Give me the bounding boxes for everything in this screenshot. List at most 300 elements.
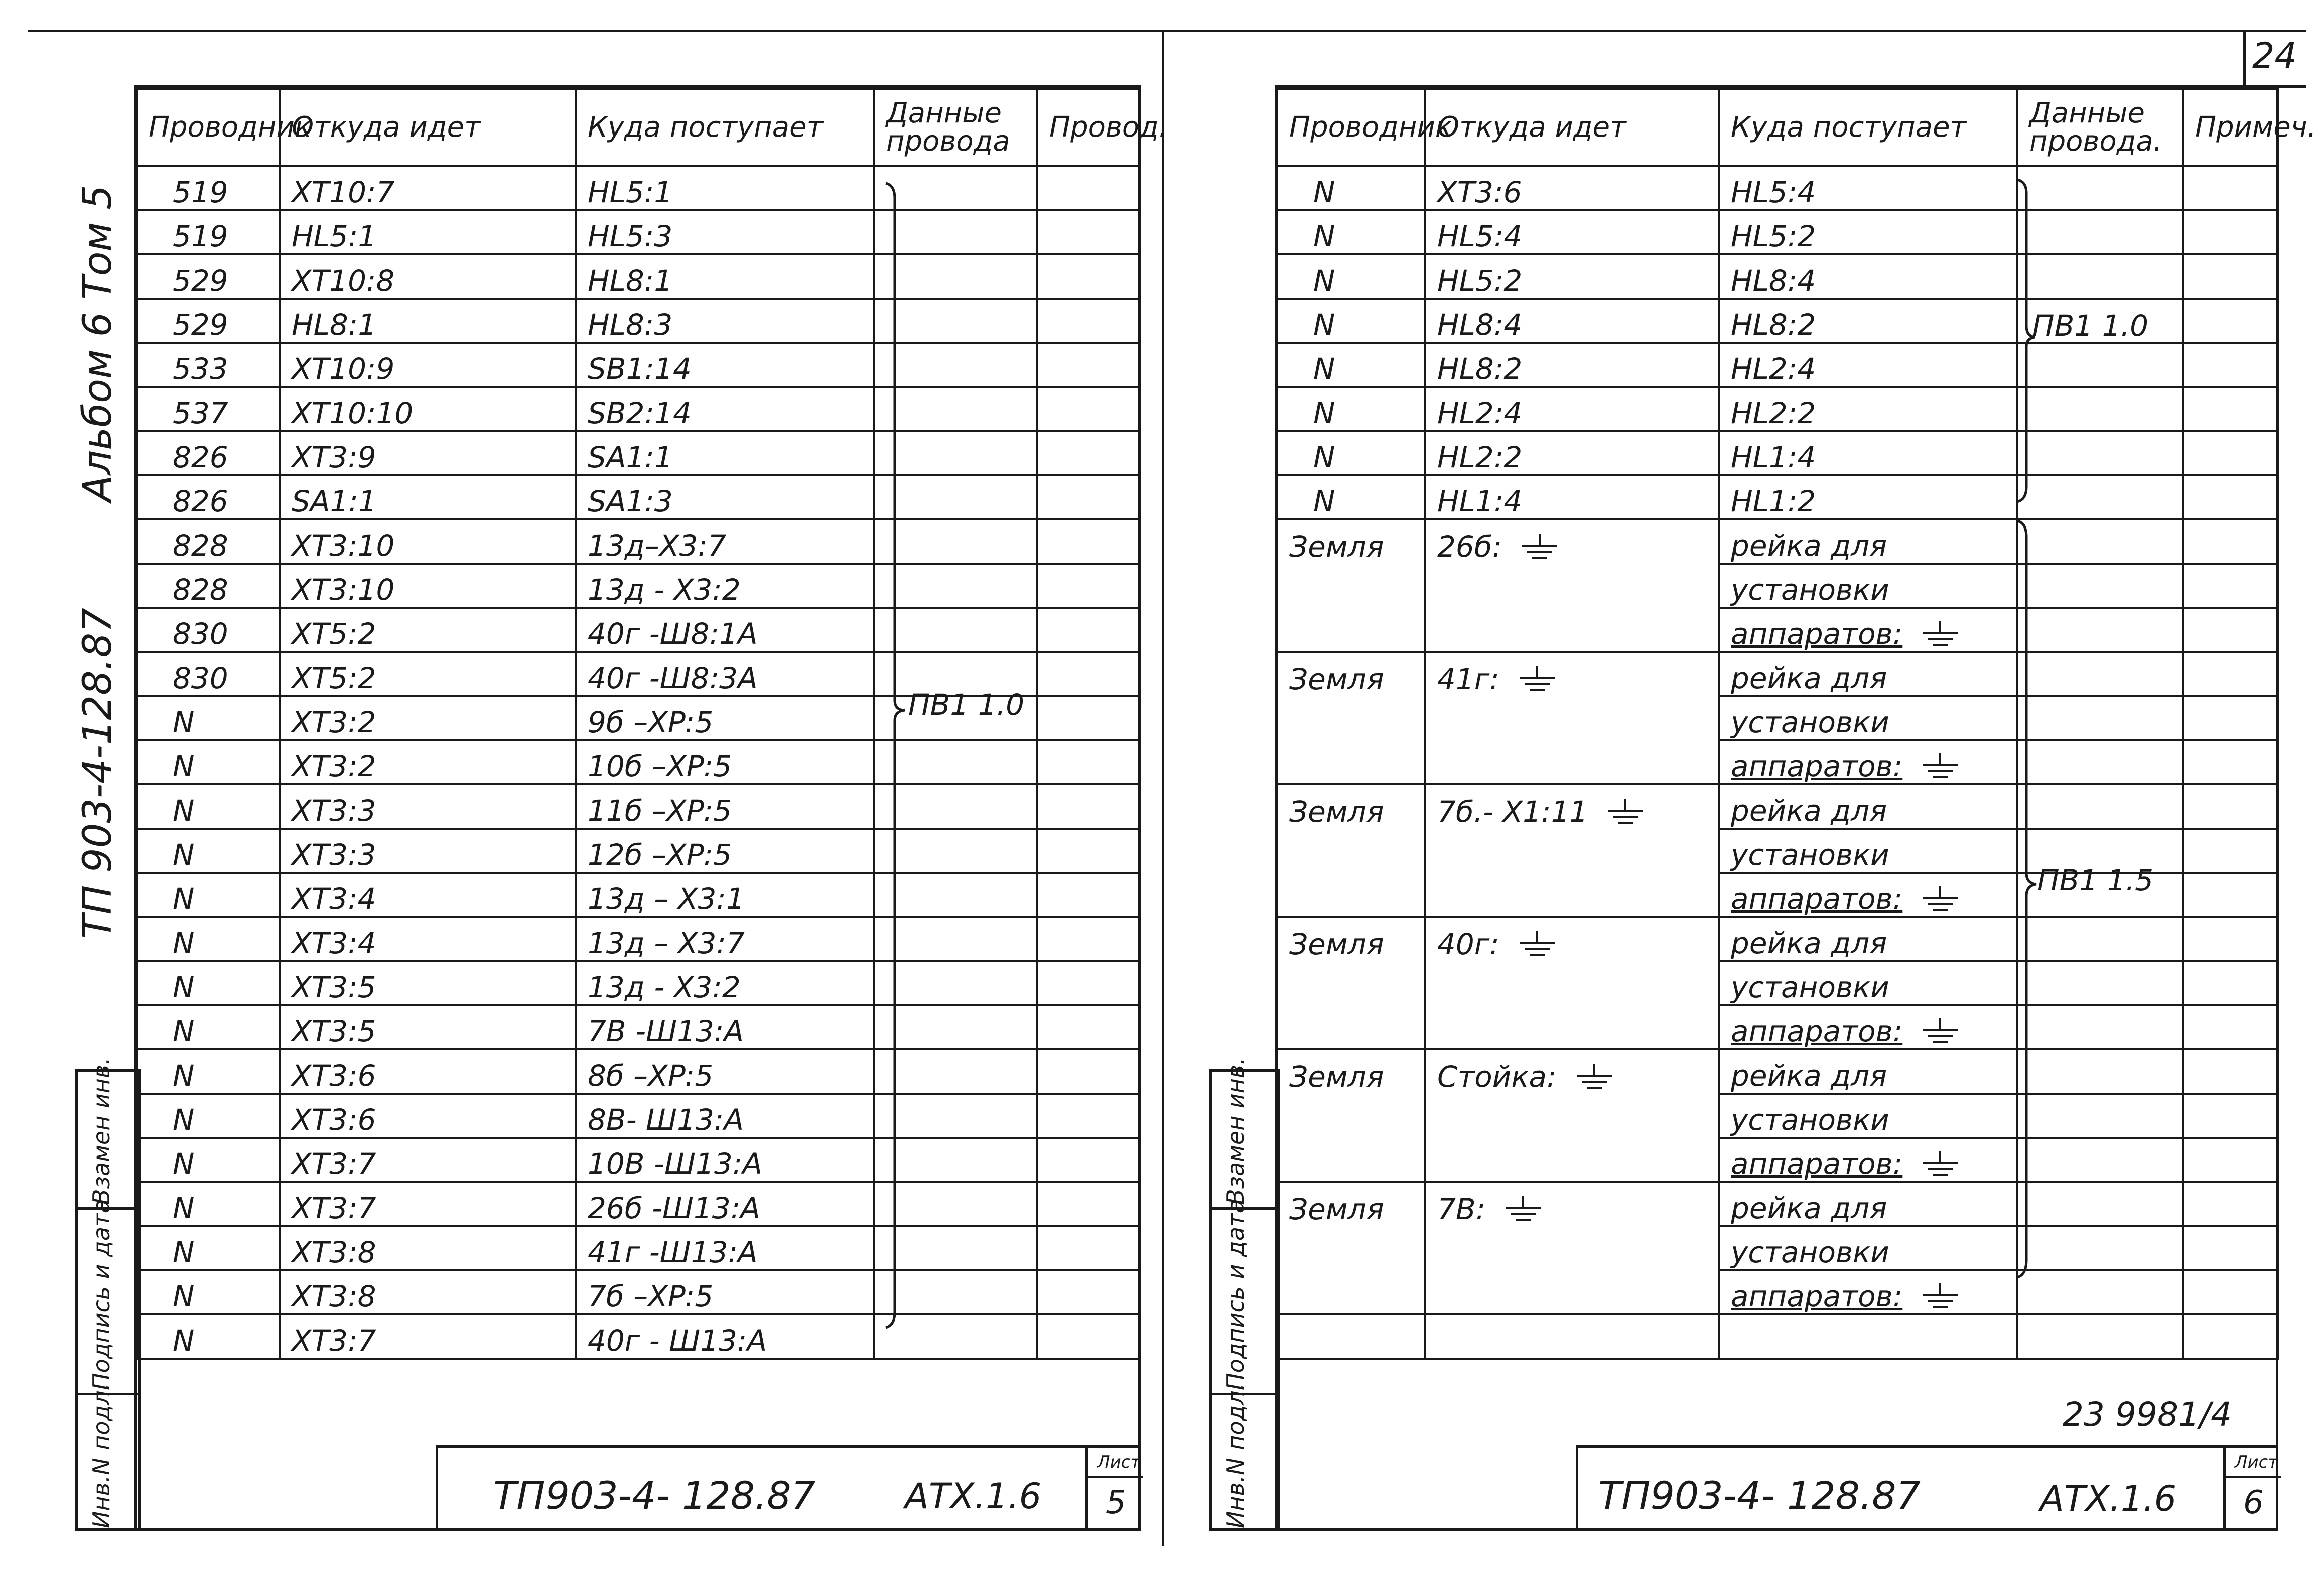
- cell-from: [1425, 608, 1719, 652]
- cell-from: [280, 696, 576, 740]
- cell-note: [2183, 564, 2278, 608]
- cell-to-text: 8б –XP:5: [588, 1059, 714, 1093]
- cell-from: [1425, 1138, 1719, 1182]
- cell-conductor: [1277, 696, 1425, 740]
- cell-conductor-text: N: [173, 1235, 195, 1269]
- header-from: Откуда идет: [1425, 89, 1719, 166]
- cell-to: [576, 475, 874, 519]
- cell-to-text: аппаратов:: [1731, 749, 1903, 783]
- table-row: [1277, 387, 2278, 431]
- table-row: [1277, 1094, 2278, 1138]
- cell-note: [2183, 1049, 2278, 1094]
- cell-from-text: XT5:2: [292, 617, 376, 651]
- right-sheet-label: Лист: [2235, 1452, 2278, 1472]
- cell-from: [280, 608, 576, 652]
- cell-conductor-text: N: [173, 1191, 195, 1225]
- cell-note: [2183, 431, 2278, 475]
- blank-cell: [2183, 1314, 2278, 1359]
- cell-from: [280, 564, 576, 608]
- cell-to: [576, 608, 874, 652]
- cell-to-text: 40г - Ш13:А: [588, 1324, 767, 1358]
- cell-conductor: [1277, 519, 1425, 564]
- cell-from: [280, 475, 576, 519]
- table-row: [136, 608, 1140, 652]
- blank-row: [1277, 1314, 2278, 1359]
- cell-from-text: XT10:10: [292, 396, 414, 430]
- cell-from: [280, 1049, 576, 1094]
- cell-wire: [1037, 652, 1140, 696]
- cell-wire: [1037, 784, 1140, 829]
- left-stamp-label-replace: Взамен инв.: [88, 1057, 115, 1205]
- cell-to: [576, 564, 874, 608]
- cell-to: [576, 431, 874, 475]
- right-wiring-table: [1276, 88, 2316, 1360]
- table-row: [1277, 210, 2278, 254]
- cell-wire: [1037, 431, 1140, 475]
- table-row: [1277, 1049, 2278, 1094]
- cell-from-text: XT3:3: [292, 794, 376, 828]
- cell-to-text: аппаратов:: [1731, 617, 1903, 651]
- cell-from: [1425, 431, 1719, 475]
- cell-wire: [1037, 299, 1140, 343]
- cell-to: [576, 1226, 874, 1270]
- cell-conductor-text: N: [1313, 308, 1335, 342]
- blank-row: [136, 1402, 1140, 1444]
- right-header-row: [1277, 89, 2278, 166]
- cell-conductor: [136, 299, 280, 343]
- cell-from: [280, 829, 576, 873]
- cell-note: [2183, 961, 2278, 1005]
- table-row: [136, 387, 1140, 431]
- cell-conductor-text: N: [173, 926, 195, 960]
- cell-conductor: [1277, 873, 1425, 917]
- cell-from: [1425, 210, 1719, 254]
- cell-conductor-text: N: [173, 838, 195, 872]
- cell-note: [2183, 696, 2278, 740]
- cell-to-text: 13д - X3:2: [588, 573, 741, 607]
- cell-conductor: [136, 343, 280, 387]
- cell-to-text: 26б -Ш13:А: [588, 1191, 760, 1225]
- left-wiring-table: [135, 88, 1168, 1444]
- header-note: Примеч.: [2183, 89, 2278, 166]
- cell-from: [1425, 475, 1719, 519]
- cell-conductor: [136, 475, 280, 519]
- cell-conductor: [136, 1094, 280, 1138]
- cell-note: [2183, 254, 2278, 299]
- cell-conductor: [1277, 917, 1425, 961]
- cell-from: [1425, 564, 1719, 608]
- cell-note: [2183, 829, 2278, 873]
- cell-from: [280, 210, 576, 254]
- cell-conductor-text: N: [173, 1147, 195, 1181]
- cell-wire: [1037, 740, 1140, 784]
- right-sheet-number: 6: [2243, 1484, 2264, 1521]
- cell-to: [576, 1270, 874, 1314]
- cell-conductor: [136, 210, 280, 254]
- cell-to: [576, 1182, 874, 1226]
- cell-from: [280, 784, 576, 829]
- cell-conductor: [136, 829, 280, 873]
- left-title-code: ТП903-4- 128.87: [493, 1473, 815, 1518]
- cell-wire: [1037, 917, 1140, 961]
- cell-to-text: SA1:1: [588, 440, 673, 474]
- cell-from: [280, 1138, 576, 1182]
- cell-from: [280, 1005, 576, 1049]
- cell-conductor: [1277, 1270, 1425, 1314]
- cell-to-text: установки: [1731, 573, 1889, 607]
- cell-to: [576, 1049, 874, 1094]
- table-row: [1277, 1270, 2278, 1314]
- right-wire-data-ground: ПВ1 1.5: [2037, 863, 2153, 897]
- cell-to-text: установки: [1731, 1103, 1889, 1137]
- cell-from: [1425, 1226, 1719, 1270]
- cell-conductor-text: Земля: [1289, 530, 1384, 564]
- cell-to: [1719, 696, 2017, 740]
- cell-from-text: XT3:7: [292, 1191, 376, 1225]
- cell-note: [2183, 1270, 2278, 1314]
- cell-from-text: 7В:: [1437, 1192, 1486, 1226]
- cell-conductor: [136, 1182, 280, 1226]
- cell-conductor-text: N: [173, 1279, 195, 1313]
- right-stamp-label-signature: Подпись и дата: [1222, 1199, 1249, 1390]
- cell-wire: [1037, 343, 1140, 387]
- cell-conductor-text: N: [1313, 396, 1335, 430]
- cell-to-text: рейка для: [1731, 1059, 1887, 1093]
- cell-conductor-text: 519: [173, 219, 228, 253]
- cell-to-text: 7б –XP:5: [588, 1279, 714, 1313]
- cell-from-text: XT3:10: [292, 529, 395, 563]
- cell-from: [280, 917, 576, 961]
- cell-from-text: XT10:9: [292, 352, 395, 386]
- cell-to-text: 13д–X3:7: [588, 529, 726, 563]
- cell-to: [1719, 519, 2017, 564]
- cell-to-text: HL2:4: [1731, 352, 1816, 386]
- ground-icon: [1515, 666, 1560, 696]
- cell-from: [280, 1270, 576, 1314]
- ground-icon: [1918, 753, 1963, 783]
- cell-to: [1719, 1226, 2017, 1270]
- cell-to: [1719, 873, 2017, 917]
- cell-wire: [1037, 1182, 1140, 1226]
- cell-conductor: [1277, 564, 1425, 608]
- cell-conductor-text: N: [173, 1014, 195, 1048]
- table-row: [136, 1182, 1140, 1226]
- cell-to-text: аппаратов:: [1731, 1014, 1903, 1048]
- blank-cell: [1277, 1314, 1425, 1359]
- cell-note: [2183, 608, 2278, 652]
- cell-conductor: [136, 961, 280, 1005]
- cell-to-text: 13д – X3:1: [588, 882, 745, 916]
- cell-to-text: 40г -Ш8:3А: [588, 661, 758, 695]
- cell-to: [1719, 343, 2017, 387]
- cell-to: [1719, 299, 2017, 343]
- cell-conductor-text: N: [173, 1324, 195, 1358]
- cell-from-text: HL5:2: [1437, 263, 1523, 298]
- cell-conductor-text: N: [173, 882, 195, 916]
- cell-conductor-text: N: [1313, 175, 1335, 209]
- cell-from-text: XT3:8: [292, 1279, 376, 1313]
- cell-to-text: HL8:2: [1731, 308, 1816, 342]
- cell-from: [280, 873, 576, 917]
- cell-conductor-text: 830: [173, 617, 228, 651]
- cell-conductor-text: 830: [173, 661, 228, 695]
- cell-conductor: [1277, 740, 1425, 784]
- cell-from: [280, 387, 576, 431]
- cell-to: [576, 1094, 874, 1138]
- cell-from-text: XT5:2: [292, 661, 376, 695]
- cell-conductor-text: N: [1313, 219, 1335, 253]
- cell-from-text: 26б:: [1437, 530, 1502, 564]
- cell-to: [576, 210, 874, 254]
- cell-conductor-text: 826: [173, 484, 228, 518]
- right-title-doc: АТХ.1.6: [2040, 1478, 2177, 1519]
- ground-icon: [1918, 886, 1963, 916]
- cell-from-text: 7б.- X1:11: [1437, 795, 1588, 829]
- cell-to-text: HL8:4: [1731, 263, 1816, 298]
- ground-icon: [1572, 1064, 1617, 1094]
- cell-from-text: XT3:4: [292, 882, 376, 916]
- cell-from: [280, 740, 576, 784]
- table-row: [136, 254, 1140, 299]
- cell-to: [576, 166, 874, 210]
- cell-to: [576, 299, 874, 343]
- table-row: [136, 740, 1140, 784]
- cell-to: [1719, 564, 2017, 608]
- cell-to-text: HL2:2: [1731, 396, 1816, 430]
- left-sheet-box-divider: [1088, 1476, 1143, 1478]
- cell-conductor-text: N: [173, 1103, 195, 1137]
- cell-wire: [1037, 210, 1140, 254]
- cell-to: [1719, 740, 2017, 784]
- cell-wire: [1037, 1005, 1140, 1049]
- cell-conductor-text: 828: [173, 573, 228, 607]
- cell-from: [1425, 696, 1719, 740]
- cell-to-text: 11б –XP:5: [588, 794, 732, 828]
- cell-wire: [1037, 1270, 1140, 1314]
- cell-note: [2183, 299, 2278, 343]
- cell-to-text: HL1:2: [1731, 484, 1816, 518]
- cell-from: [1425, 299, 1719, 343]
- cell-to: [1719, 608, 2017, 652]
- cell-conductor-text: N: [173, 705, 195, 739]
- cell-conductor: [136, 564, 280, 608]
- cell-from: [280, 1182, 576, 1226]
- cell-conductor-text: 537: [173, 396, 228, 430]
- table-row: [1277, 1226, 2278, 1270]
- cell-note: [2183, 1005, 2278, 1049]
- cell-from-text: HL8:1: [292, 308, 377, 342]
- cell-conductor: [136, 652, 280, 696]
- cell-conductor-text: N: [1313, 440, 1335, 474]
- cell-to: [576, 740, 874, 784]
- cell-from: [280, 1314, 576, 1359]
- cell-conductor: [1277, 829, 1425, 873]
- cell-from-text: 41г:: [1437, 662, 1499, 696]
- cell-conductor-text: 529: [173, 308, 228, 342]
- cell-conductor: [136, 917, 280, 961]
- cell-note: [2183, 1226, 2278, 1270]
- table-row: [136, 564, 1140, 608]
- left-brace: [881, 178, 911, 1333]
- cell-wire: [1037, 1094, 1140, 1138]
- cell-to-text: установки: [1731, 838, 1889, 872]
- blank-cell: [1719, 1314, 2017, 1359]
- left-title-block: [436, 1445, 1141, 1531]
- blank-cell: [2017, 1314, 2183, 1359]
- cell-from-text: XT3:7: [292, 1324, 376, 1358]
- cell-wire: [1037, 254, 1140, 299]
- table-row: [1277, 917, 2278, 961]
- cell-from: [1425, 254, 1719, 299]
- table-row: [1277, 608, 2278, 652]
- left-stamp-label-inventory: Инв.N подл.: [88, 1383, 115, 1528]
- page-number: 24: [2252, 35, 2297, 76]
- cell-from: [1425, 917, 1719, 961]
- table-row: [136, 210, 1140, 254]
- cell-from-text: HL8:4: [1437, 308, 1523, 342]
- cell-conductor: [1277, 1138, 1425, 1182]
- table-row: [1277, 166, 2278, 210]
- blank-row: [136, 1359, 1140, 1402]
- cell-from: [1425, 343, 1719, 387]
- table-row: [1277, 1138, 2278, 1182]
- cell-conductor: [136, 519, 280, 564]
- cell-from: [1425, 166, 1719, 210]
- table-row: [136, 1005, 1140, 1049]
- cell-note: [2183, 784, 2278, 829]
- cell-conductor: [136, 1314, 280, 1359]
- cell-note: [2183, 652, 2278, 696]
- ground-icon: [1918, 1151, 1963, 1181]
- cell-to: [576, 1005, 874, 1049]
- header-to: Куда поступает: [1719, 89, 2017, 166]
- cell-to: [576, 1314, 874, 1359]
- cell-from: [280, 431, 576, 475]
- cell-to-text: HL5:3: [588, 219, 673, 253]
- cell-conductor: [136, 784, 280, 829]
- cell-conductor: [1277, 652, 1425, 696]
- cell-to-text: установки: [1731, 1235, 1889, 1269]
- cell-from-text: Стойка:: [1437, 1060, 1557, 1094]
- cell-note: [2183, 343, 2278, 387]
- cell-from-text: HL5:4: [1437, 219, 1523, 253]
- cell-conductor-text: Земля: [1289, 795, 1384, 829]
- cell-conductor-text: N: [173, 794, 195, 828]
- cell-to-text: установки: [1731, 705, 1889, 739]
- header-wire: Провод.: [1037, 89, 1140, 166]
- cell-to: [1719, 1094, 2017, 1138]
- cell-to-text: HL8:3: [588, 308, 673, 342]
- cell-wire: [1037, 696, 1140, 740]
- cell-to: [576, 961, 874, 1005]
- blank-cell: [280, 1402, 576, 1444]
- cell-to-text: SB1:14: [588, 352, 692, 386]
- table-row: [1277, 961, 2278, 1005]
- cell-from: [1425, 961, 1719, 1005]
- cell-from-text: XT3:9: [292, 440, 376, 474]
- right-wire-data-n: ПВ1 1.0: [2032, 309, 2148, 343]
- cell-from: [280, 519, 576, 564]
- blank-cell: [280, 1359, 576, 1402]
- cell-to: [1719, 210, 2017, 254]
- cell-to: [1719, 961, 2017, 1005]
- cell-note: [2183, 1094, 2278, 1138]
- cell-to: [1719, 431, 2017, 475]
- cell-from: [1425, 519, 1719, 564]
- left-stamp-column: [75, 1057, 141, 1531]
- table-row: [1277, 740, 2278, 784]
- cell-wire: [1037, 564, 1140, 608]
- cell-to: [576, 873, 874, 917]
- cell-to-text: 10б –XP:5: [588, 749, 732, 783]
- ground-icon: [1500, 1196, 1546, 1226]
- cell-to-text: 10В -Ш13:А: [588, 1147, 762, 1181]
- cell-to-text: рейка для: [1731, 529, 1887, 563]
- cell-note: [2183, 210, 2278, 254]
- cell-wire: [1037, 1049, 1140, 1094]
- cell-conductor: [136, 387, 280, 431]
- table-row: [136, 1226, 1140, 1270]
- cell-to-text: аппаратов:: [1731, 1147, 1903, 1181]
- cell-to-text: 12б –XP:5: [588, 838, 732, 872]
- cell-wire: [1037, 475, 1140, 519]
- cell-to-text: аппаратов:: [1731, 1279, 1903, 1313]
- cell-note: [2183, 1182, 2278, 1226]
- cell-to-text: 13д – X3:7: [588, 926, 745, 960]
- cell-from: [1425, 1049, 1719, 1094]
- cell-conductor: [1277, 1226, 1425, 1270]
- cell-conductor-text: N: [1313, 352, 1335, 386]
- cell-conductor: [136, 740, 280, 784]
- left-stamp-label-signature: Подпись и дата: [88, 1199, 115, 1390]
- cell-to-text: рейка для: [1731, 794, 1887, 828]
- right-brace-n: [2012, 176, 2042, 507]
- left-wire-data: ПВ1 1.0: [908, 688, 1024, 722]
- table-row: [1277, 1182, 2278, 1226]
- cell-conductor: [1277, 1005, 1425, 1049]
- cell-from-text: HL8:2: [1437, 352, 1523, 386]
- cell-from-text: XT3:6: [1437, 175, 1522, 209]
- table-row: [136, 431, 1140, 475]
- cell-from-text: XT10:7: [292, 175, 395, 209]
- cell-note: [2183, 873, 2278, 917]
- cell-to-text: HL8:1: [588, 263, 673, 298]
- cell-from-text: XT10:8: [292, 263, 395, 298]
- table-row: [1277, 696, 2278, 740]
- cell-from: [280, 343, 576, 387]
- table-row: [136, 299, 1140, 343]
- cell-conductor: [136, 873, 280, 917]
- cell-note: [2183, 519, 2278, 564]
- cell-conductor: [1277, 1182, 1425, 1226]
- cell-to-text: HL1:4: [1731, 440, 1816, 474]
- cell-from: [1425, 873, 1719, 917]
- cell-conductor: [1277, 431, 1425, 475]
- ground-icon: [1918, 1283, 1963, 1313]
- cell-from-text: XT3:5: [292, 970, 376, 1004]
- cell-from-text: HL2:4: [1437, 396, 1523, 430]
- table-row: [1277, 564, 2278, 608]
- blank-cell: [1037, 1359, 1140, 1402]
- right-stamp-column: [1209, 1057, 1280, 1531]
- cell-from-text: XT3:2: [292, 705, 376, 739]
- cell-from: [280, 1226, 576, 1270]
- table-row: [136, 475, 1140, 519]
- table-row: [136, 829, 1140, 873]
- ground-icon: [1918, 621, 1963, 651]
- cell-to-text: SB2:14: [588, 396, 692, 430]
- cell-to-text: рейка для: [1731, 926, 1887, 960]
